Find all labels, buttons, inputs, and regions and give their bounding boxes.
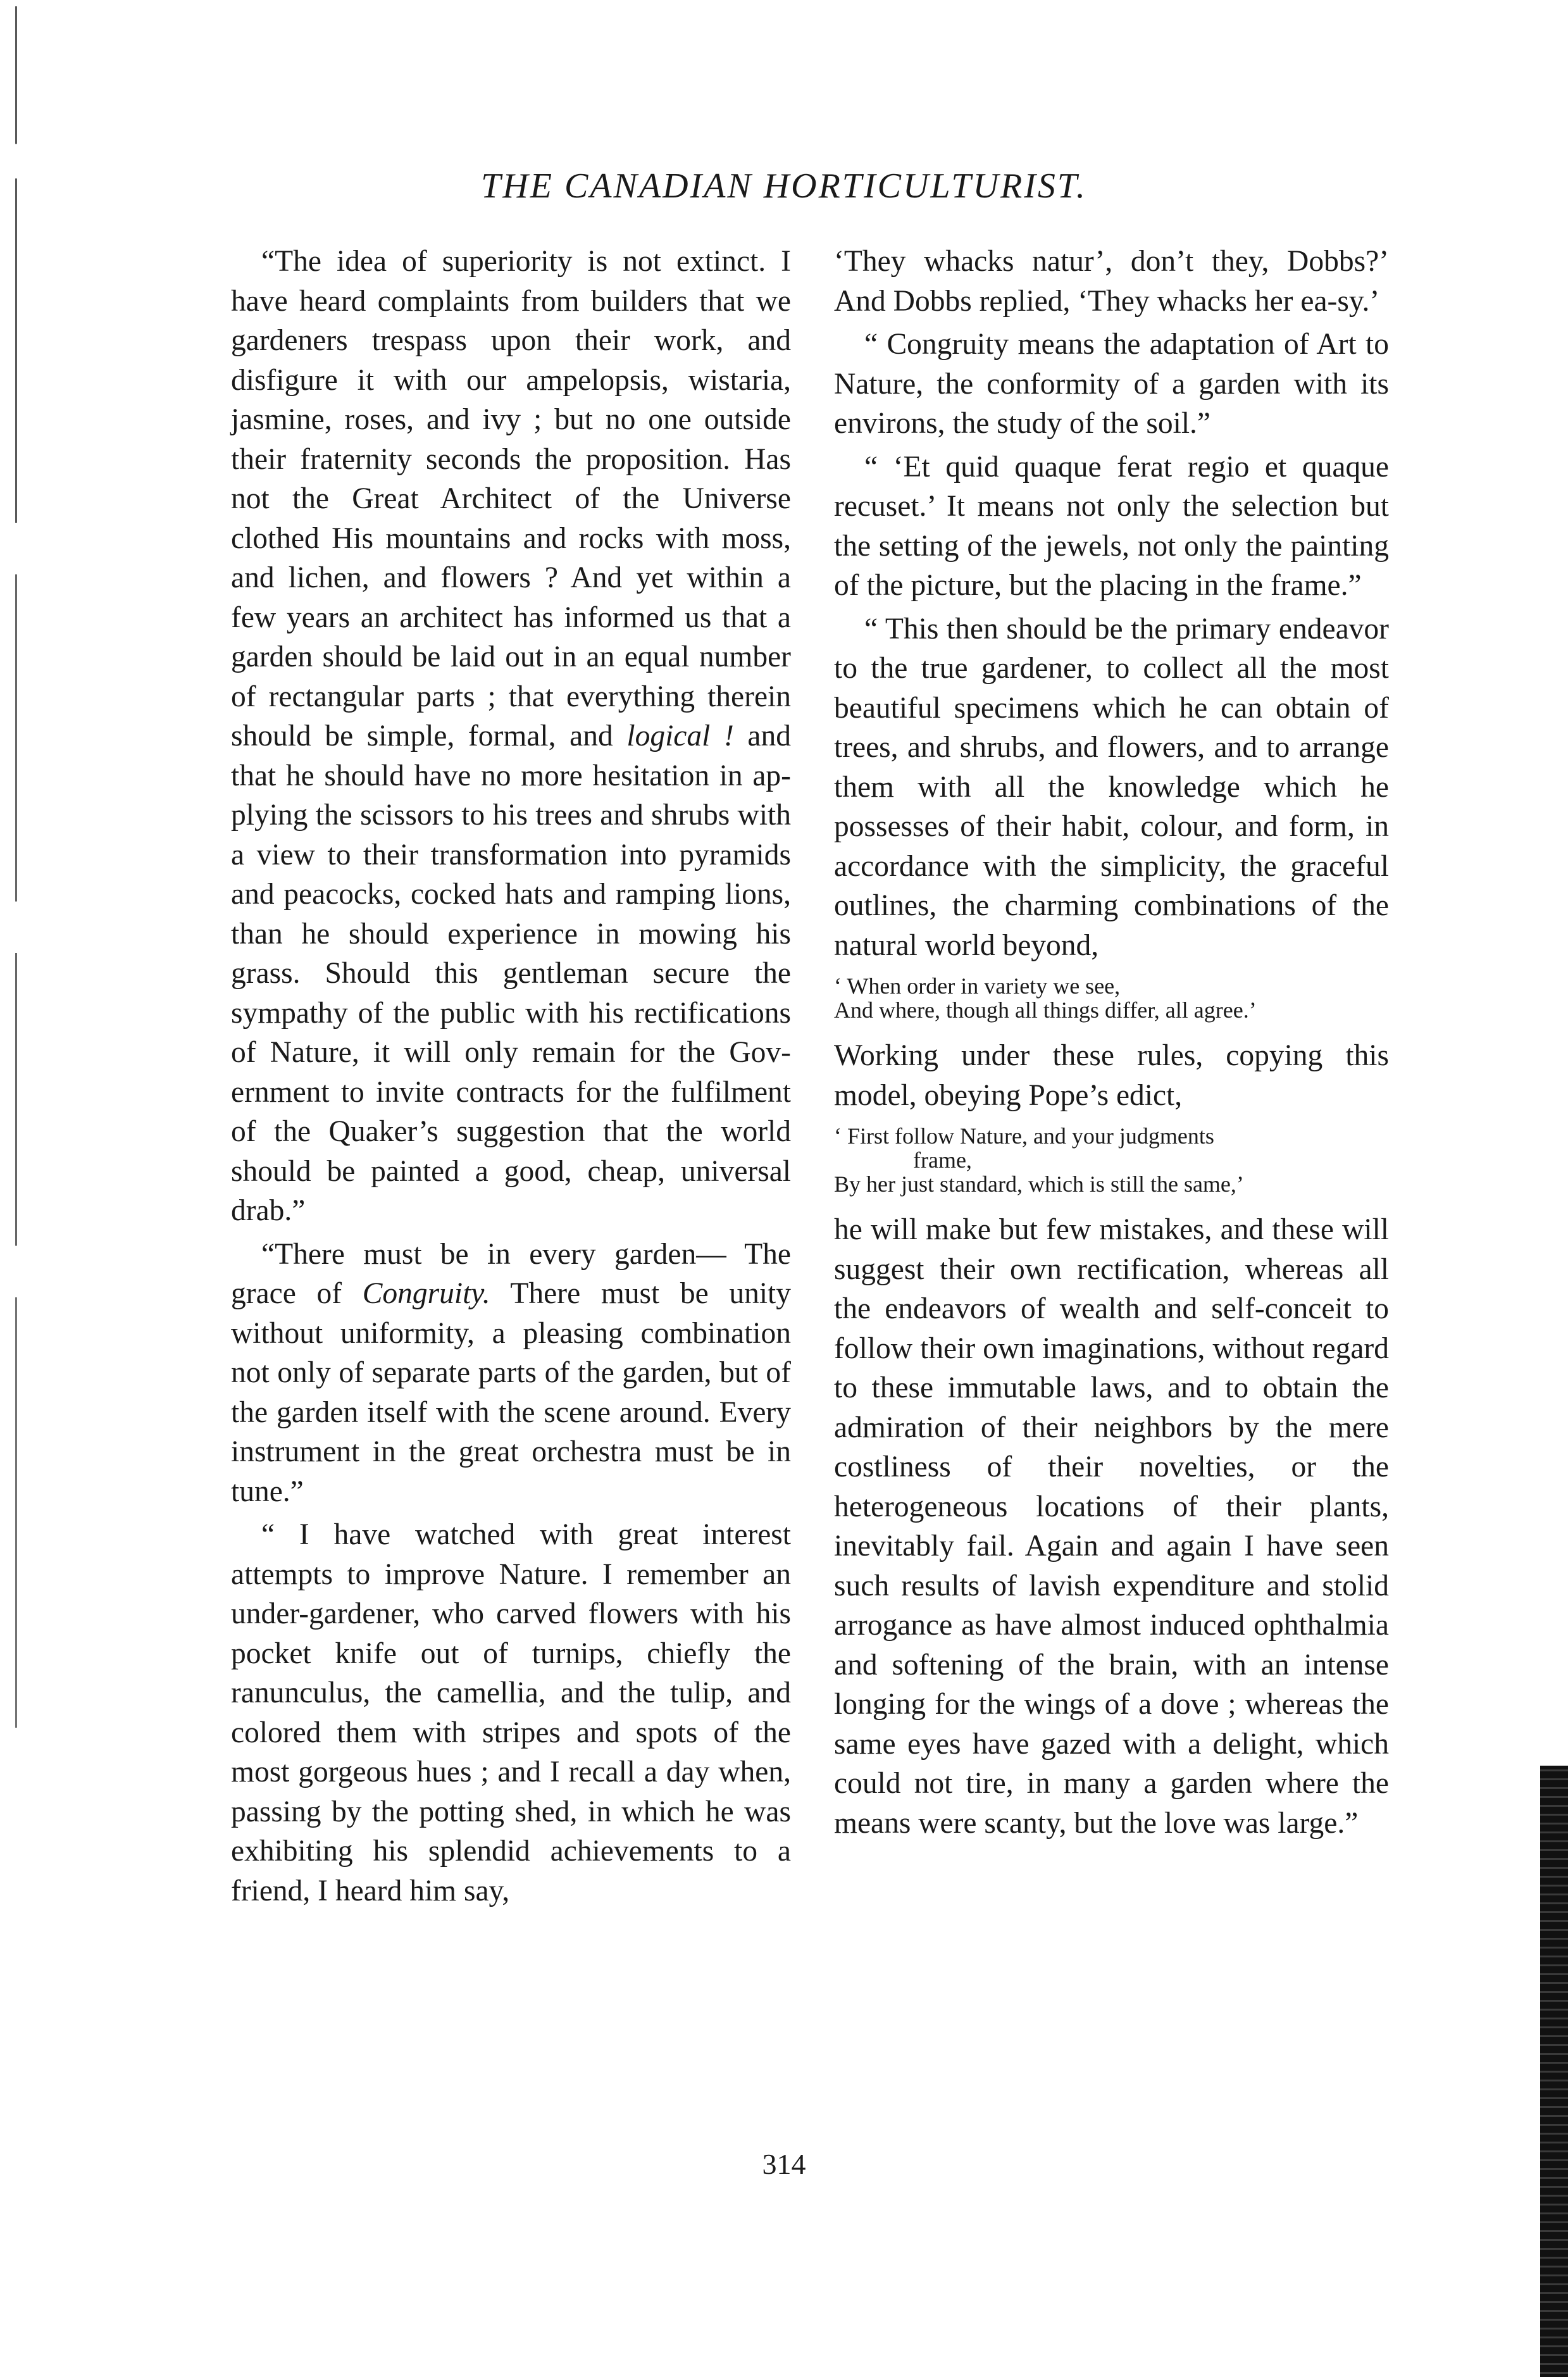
italic-congruity: Congruity. <box>362 1277 490 1310</box>
right-paragraph-4: “ This then should be the primary endeavor to the true gardener, to collect all the most beautiful specimens which he can obtain of trees, and shrubs, and flowers, and to arrange them with all the knowledge which he possesses of their habit, colour, and form, in accordance with the simplicity, the graceful outlines, the charming combinations of the natural world beyond, <box>834 612 1389 962</box>
scan-margin-line <box>15 6 17 1728</box>
verse-1-line-1: ‘ When order in variety we see, <box>834 973 1121 999</box>
verse-2-line-2: frame, <box>913 1147 972 1173</box>
left-paragraph-3: “ I have watched with great interest attempts to improve Nature. I remember an under-gardener, who carved flowers with his pocket knife out of turnips, chiefly the ranunculus, the camellia, and the tulip, and colored them with stripes and spots of the most gorgeous hues ; and I recall a day when, passing by the potting shed, in which he was exhibiting his splendid achievements to a friend, I heard him say, <box>231 1518 791 1907</box>
right-paragraph-1: ‘They whacks natur’, don’t they, Dobbs?’ And Dobbs replied, ‘They whacks her ea-sy.’ <box>834 245 1389 318</box>
verse-quote-2 <box>834 1124 1389 1196</box>
italic-logical: logical ! <box>626 720 734 752</box>
verse-2-line-1: ‘ First follow Nature, and your judgments <box>834 1123 1214 1149</box>
right-paragraph-5: Working under these rules, copying this model, obeying Pope’s edict, <box>834 1039 1389 1112</box>
running-title: THE CANADIAN HORTICULTURIST. <box>481 166 1087 206</box>
left-paragraph-1 <box>231 242 791 1231</box>
right-paragraph-6: he will make but few mistakes, and these will suggest their own rectification, whereas all the endeavors of wealth and self-conceit to follow their own imaginations, without regard to these immutable laws, and to obtain the admiration of their neighbors by the mere costliness of their novelties, or the heterogeneous locations of their plants, inevitably fail. Again and again I have seen such results of lavish expenditure and stolid arrogance as have almost induced ophthalmia and softening of the brain, with an intense longing for the wings of a dove ; whereas the same eyes have gazed with a delight, which could not tire, in many a garden where the means were scanty, but the love was large.” <box>834 1213 1389 1840</box>
left-paragraph-2 <box>231 1235 791 1512</box>
left-paragraph-1-text: “The idea of superiority is not extinct. I have heard complaints from builders that we gardeners trespass upon their work, and disfigure it with our ampelopsis, wistaria, jasmine, roses, and ivy ; but no one outside their fraternity seconds the proposition. Has not the Great Architect of the Universe clothed His mountains and rocks with moss, and lichen, and flowers ? And yet within a few years an architect has informed us that a garden should be laid out in an equal number of rectangular parts ; that everything therein should be simple, formal, and <box>231 245 791 752</box>
left-paragraph-1-end: and that he should have no more hesitation in applying the scissors to his trees and shrubs with a view to their transformation into pyramids and peacocks, cocked hats and ramping lions, than he should experience in mowing his grass. Should this gentleman secure the sympathy of the public with his rectifications of Nature, it will only remain for the Government to invite contracts for the fulfilment of the Quaker’s suggestion that the world should be painted a good, cheap, universal drab.” <box>231 720 792 1227</box>
right-paragraph-3: “ ‘Et quid quaque ferat regio et quaque recuset.’ It means not only the selection but the setting of the jewels, not only the painting of the picture, but the placing in the frame.” <box>834 450 1389 602</box>
verse-quote-1 <box>834 974 1389 1022</box>
left-column <box>231 242 791 1914</box>
left-paragraph-2-end: There must be unity without uniformity, a pleasing combination not only of separate parts of the garden, but of the garden itself with the scene around. Every instrument in the great orchestra must be in tune.” <box>231 1277 791 1508</box>
right-paragraph-2: “ Congruity means the adaptation of Art to Nature, the conformity of a garden with its environs, the study of the soil.” <box>834 328 1389 440</box>
right-column <box>834 242 1389 1847</box>
left-paragraph-2-start: “There must be in every garden— The grace of <box>231 1237 791 1310</box>
scan-edge-bar <box>1540 1766 1568 2377</box>
verse-1-line-2: And where, though all things differ, all agree.’ <box>834 997 1257 1023</box>
page-number: 314 <box>762 2148 806 2180</box>
verse-2-line-3: By her just standard, which is still the same,’ <box>834 1171 1244 1197</box>
